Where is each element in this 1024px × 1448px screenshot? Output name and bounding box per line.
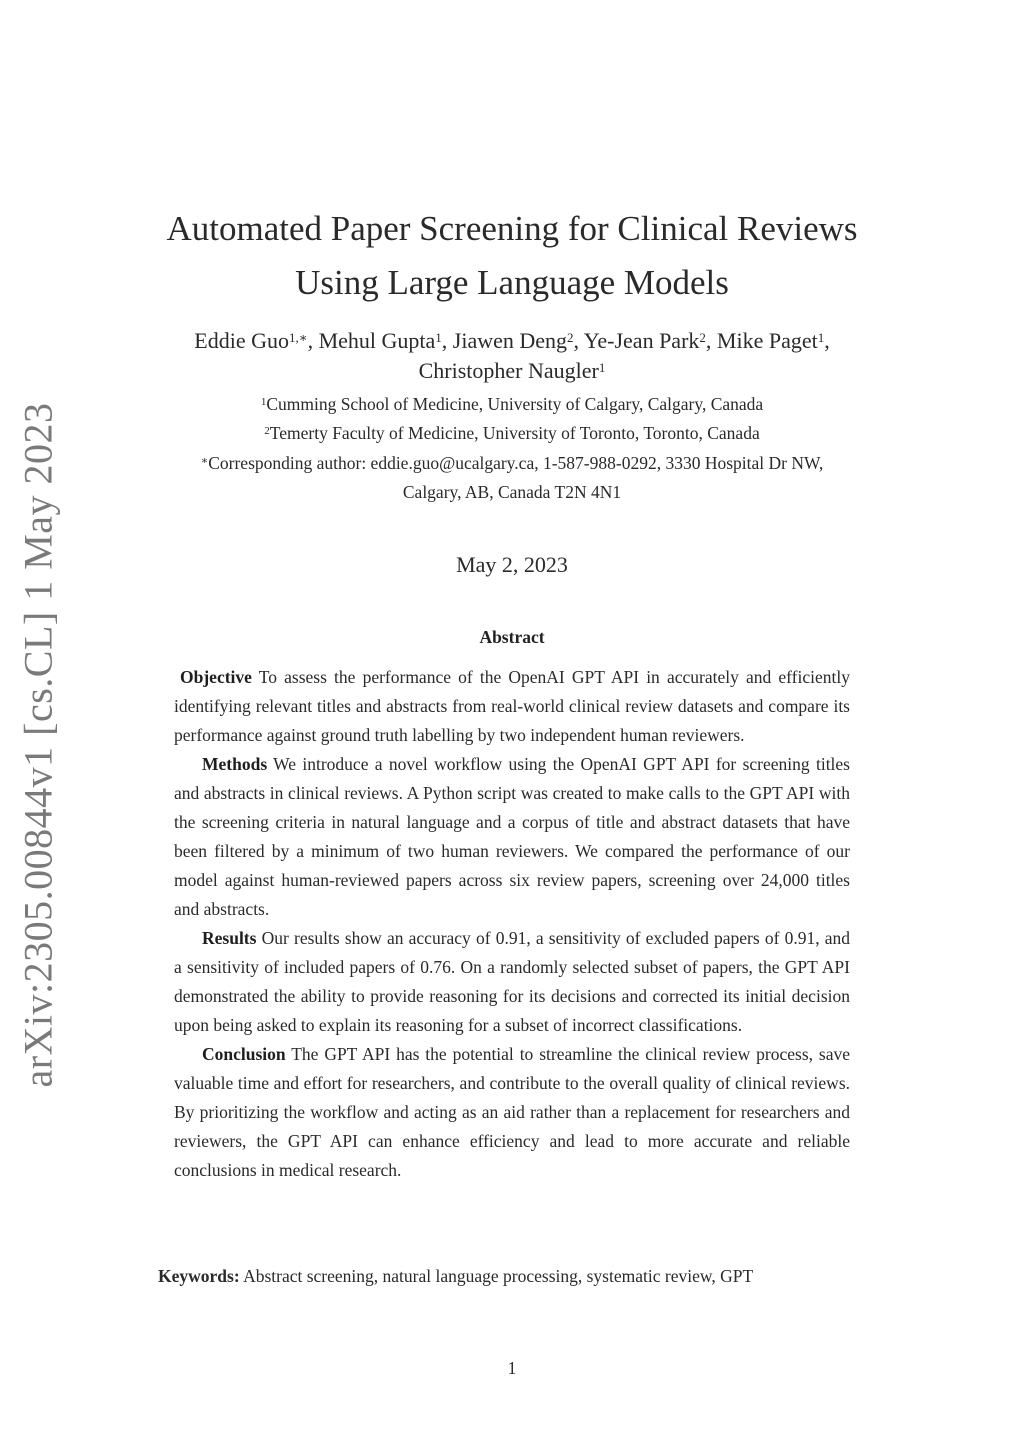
- author-affiliation-mark: 1: [598, 360, 606, 375]
- abstract-body: [174, 663, 850, 1185]
- methods-label: Methods: [202, 754, 268, 774]
- author-name: Ye-Jean Park: [583, 328, 700, 353]
- arxiv-identifier-stamp: arXiv:2305.00844v1 [cs.CL] 1 May 2023: [15, 402, 61, 1088]
- keywords-text: Abstract screening, natural language processing, systematic review, GPT: [239, 1266, 754, 1286]
- page-number: 1: [507, 1358, 517, 1378]
- author-separator: ,: [573, 328, 584, 353]
- conclusion-label: Conclusion: [202, 1044, 286, 1064]
- abstract-heading: Abstract: [479, 627, 545, 647]
- author-separator: ,: [307, 328, 319, 353]
- author-name: Jiawen Deng: [452, 328, 568, 353]
- conclusion-text: The GPT API has the potential to streamline the clinical review process, save valuable time and effort for researchers, and contribute to the overall quality of clinical reviews. By prioritizing the workflow and acting as an aid rather than a replacement for researchers and reviewers, the GPT API can enhance efficiency and lead to more accurate and reliable conclusions in medical research.: [174, 1044, 850, 1180]
- abstract-objective: [174, 663, 850, 750]
- abstract-results: [174, 924, 850, 1040]
- author-affiliation-mark: 2: [699, 330, 706, 345]
- affiliations: [0, 390, 1024, 507]
- author-line-1: [0, 326, 1024, 356]
- keywords: [158, 1266, 878, 1287]
- author-name: Mike Paget: [716, 328, 818, 353]
- objective-label: Objective: [180, 667, 252, 687]
- objective-text: To assess the performance of the OpenAI GPT API in accurately and efficiently identifying relevant titles and abstracts from real-world clinical review datasets and compare its performance against ground truth labelling by two independent human reviewers.: [174, 667, 850, 745]
- corresponding-author: [0, 449, 1024, 478]
- author-line-2: [0, 356, 1024, 386]
- author-affiliation-mark: 1: [435, 330, 442, 345]
- affiliation-text: Cumming School of Medicine, University of Calgary, Calgary, Canada: [266, 394, 764, 414]
- author-separator: ,: [441, 328, 453, 353]
- author-name: Mehul Gupta: [318, 328, 436, 353]
- author-affiliation-mark: 1: [817, 330, 825, 345]
- author-affiliation-mark: 1,∗: [288, 330, 308, 345]
- author-separator: ,: [705, 328, 717, 353]
- corresponding-line-1: Corresponding author: eddie.guo@ucalgary.ca, 1-587-988-0292, 3330 Hospital Dr NW,: [208, 452, 824, 473]
- keywords-label: Keywords:: [158, 1266, 240, 1286]
- abstract-methods: [174, 750, 850, 924]
- title-line-1: Automated Paper Screening for Clinical Reviews: [166, 209, 858, 248]
- title-line-2: Using Large Language Models: [295, 263, 729, 302]
- affiliation-2: [0, 419, 1024, 448]
- author-name: Eddie Guo: [194, 328, 289, 353]
- author-list: [0, 326, 1024, 386]
- publication-date: May 2, 2023: [456, 552, 568, 577]
- author-separator: ,: [824, 328, 830, 353]
- corresponding-mark: ∗: [200, 454, 209, 467]
- methods-text: We introduce a novel workflow using the OpenAI GPT API for screening titles and abstracts in clinical reviews. A Python script was created to make calls to the GPT API with the screening criteria in natural language and a corpus of title and abstract datasets that have been filtered by a minimum of two human reviewers. We compared the performance of our model against human-reviewed papers across six review papers, screening over 24,000 titles and abstracts.: [174, 754, 850, 919]
- affiliation-mark: 1: [260, 396, 267, 408]
- corresponding-line-2: Calgary, AB, Canada T2N 4N1: [402, 481, 622, 502]
- affiliation-text: Temerty Faculty of Medicine, University of Toronto, Toronto, Canada: [269, 423, 760, 444]
- abstract-conclusion: [174, 1040, 850, 1185]
- author-affiliation-mark: 2: [567, 330, 574, 345]
- paper-title: [0, 202, 1024, 310]
- affiliation-1: [0, 390, 1024, 419]
- results-text: Our results show an accuracy of 0.91, a sensitivity of excluded papers of 0.91, and a sensitivity of included papers of 0.76. On a randomly selected subset of papers, the GPT API demonstrated the ability to provide reasoning for its decisions and corrected its initial decision upon being asked to explain its reasoning for a subset of incorrect classifications.: [174, 928, 850, 1035]
- affiliation-mark: 2: [264, 425, 270, 438]
- author-name: Christopher Naugler: [418, 358, 599, 383]
- results-label: Results: [202, 928, 257, 948]
